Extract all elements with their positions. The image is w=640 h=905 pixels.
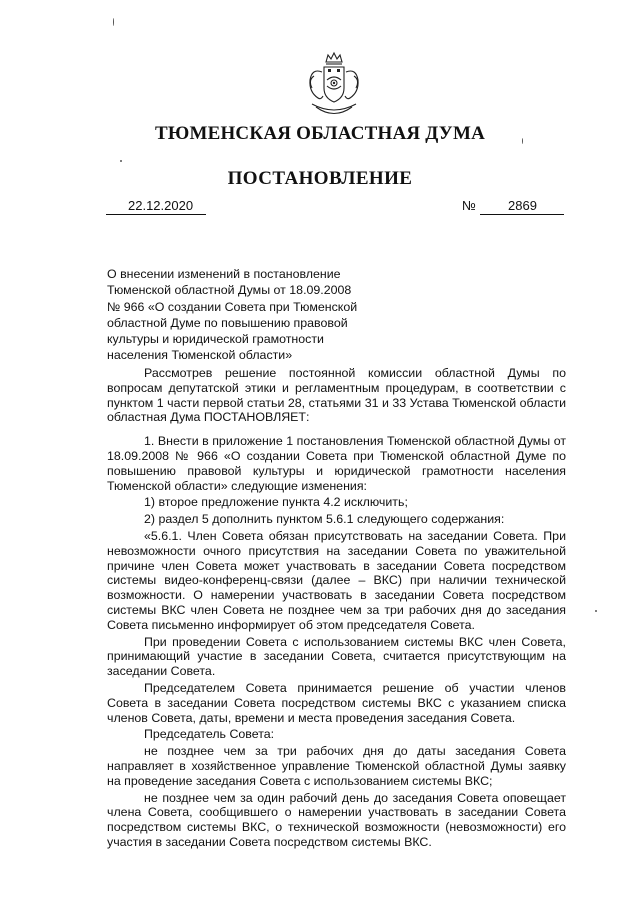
subject-line: № 966 «О создании Совета при Тюменской [107, 299, 358, 314]
subject-line: культуры и юридической грамотности [107, 332, 324, 347]
org-title: ТЮМЕНСКАЯ ОБЛАСТНАЯ ДУМА [154, 123, 485, 144]
scan-speck [113, 18, 114, 26]
vks-participation-paragraph: При проведении Совета с использованием системы ВКС член Совета, принимающий участие в заседании Совета, считается присутствующим на заседании Совета. [107, 634, 566, 679]
coat-of-arms-icon [294, 50, 374, 120]
chair-duty-one-day: не позднее чем за один рабочий день до заседания Совета оповещает члена Совета, сообщившего о намерении участвовать в заседании Совета посредством системы ВКС, о технической возможности (невозможности) его участия в заседании Совета посредством системы ВКС. [107, 790, 566, 849]
subitem-2: 2) раздел 5 дополнить пунктом 5.6.1 следующего содержания: [144, 512, 505, 527]
subject-line: Тюменской областной Думы от 18.09.2008 [107, 283, 352, 298]
document-number: 2869 [508, 198, 537, 213]
document-subject [107, 266, 367, 364]
date-field [106, 198, 206, 215]
subject-line: О внесении изменений в постановление [107, 267, 341, 281]
document-type: ПОСТАНОВЛЕНИЕ [227, 168, 413, 189]
number-sign: № [462, 198, 476, 213]
document-body [107, 366, 566, 850]
subject-line: населения Тюменской области» [107, 348, 293, 363]
subject-line: областной Думе по повышению правовой [107, 315, 348, 330]
chair-duties-heading: Председатель Совета: [144, 727, 275, 742]
number-field [480, 198, 564, 215]
chair-decision-paragraph: Председателем Совета принимается решение об участии членов Совета в заседании Совета посредством системы ВКС с указанием списка членов Совета, даты, времени и места проведения заседания Совета. [107, 680, 566, 725]
scan-speck [522, 138, 523, 144]
subitem-1: 1) второе предложение пункта 4.2 исключить; [144, 495, 408, 510]
item-1-paragraph: 1. Внести в приложение 1 постановления Тюменской областной Думы от 18.09.2008 № 966 «О создании Совета при Тюменской областной Думе по повышению правовой культуры и юридической грамотности населения Тюменской области» следующие изменения: [107, 434, 566, 493]
preamble-paragraph: Рассмотрев решение постоянной комиссии областной Думы по вопросам депутатской этики и регламентным процедурам, в соответствии с пунктом 1 части первой статьи 28, статьями 31 и 33 Устава Тюменской области областная Дума ПОСТАНОВЛЯЕТ: [107, 366, 566, 425]
chair-duty-three-days: не позднее чем за три рабочих дня до даты заседания Совета направляет в хозяйственное управление Тюменской областной Думы заявку на проведение заседания Совета с использованием системы ВКС; [107, 744, 566, 788]
clause-5-6-1-paragraph: «5.6.1. Член Совета обязан присутствовать на заседании Совета. При невозможности очного присутствия на заседании Совета по уважительной причине член Совета может участвовать в заседании Совета посредством системы видео-конференц-связи (далее – ВКС) при наличии технической возможности. О намерении участвовать в заседании Совета посредством системы ВКС член Совета не позднее чем за три рабочих дня до заседания Совета письменно информирует об этом председателя Совета. [107, 528, 566, 632]
document-date: 22.12.2020 [128, 198, 194, 213]
scan-speck [595, 610, 597, 612]
scan-speck [120, 160, 122, 162]
